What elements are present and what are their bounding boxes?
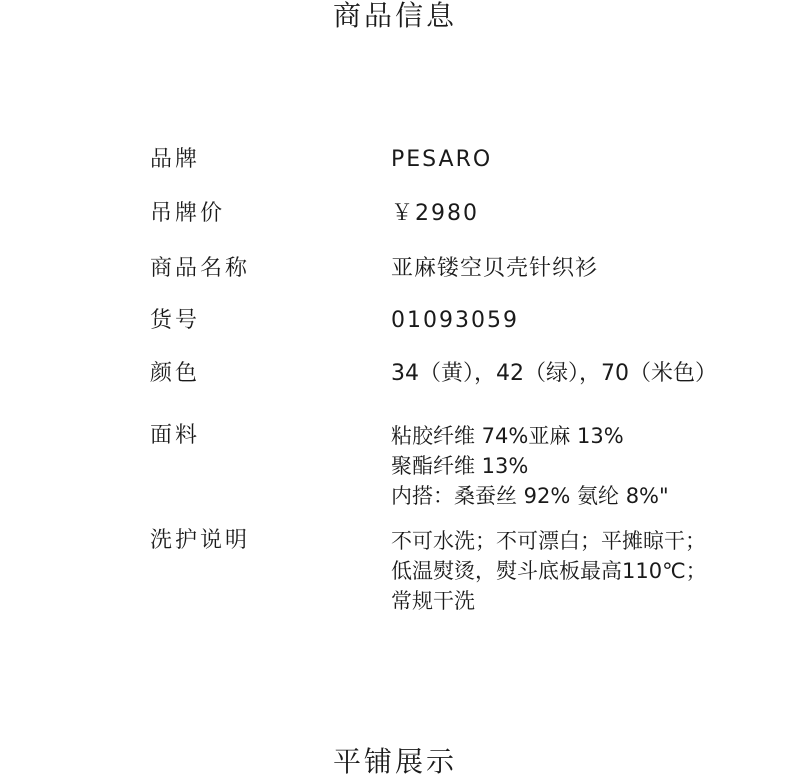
fabric-line: 聚酯纤维 13% (391, 454, 529, 478)
care-value (391, 526, 707, 616)
color-value: 34（黄），42（绿），70（米色） (391, 361, 717, 386)
tag-price-label: 吊牌价 (150, 201, 226, 226)
color-label: 颜色 (150, 361, 201, 386)
item-number-label: 货号 (150, 308, 201, 333)
care-line: 不可水洗；不可漂白；平摊晾干； (391, 529, 706, 553)
brand-value: PESARO (391, 147, 493, 172)
fabric-value (391, 421, 669, 511)
fabric-line: 粘胶纤维 74%亚麻 13% (391, 424, 624, 448)
product-name-label: 商品名称 (150, 256, 251, 281)
fabric-label: 面料 (150, 423, 201, 448)
care-label: 洗护说明 (150, 528, 251, 553)
tag-price-value: ￥2980 (391, 201, 479, 226)
fabric-line: 内搭：桑蚕丝 92% 氨纶 8%" (391, 484, 669, 508)
brand-label: 品牌 (150, 147, 201, 172)
care-line: 低温熨烫，熨斗底板最高110℃； (391, 559, 707, 583)
product-name-value: 亚麻镂空贝壳针织衫 (391, 256, 599, 281)
next-section-title: 平铺展示 (332, 745, 457, 778)
item-number-value: 01093059 (391, 308, 519, 333)
page-title: 商品信息 (332, 0, 457, 32)
care-line: 常规干洗 (391, 589, 475, 613)
